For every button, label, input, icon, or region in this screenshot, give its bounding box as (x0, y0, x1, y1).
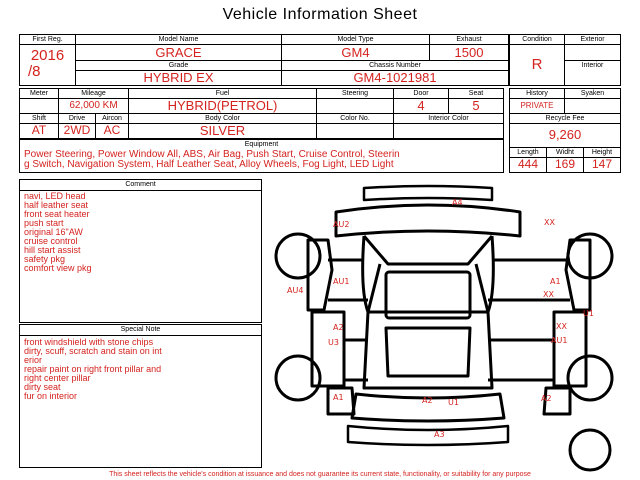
first-reg-year: 2016 (30, 47, 65, 64)
mileage-cell (58, 88, 129, 114)
recycle-fee-label: Recycle Fee (510, 114, 620, 124)
height-cell (583, 147, 621, 173)
drive-label: Drive (59, 114, 95, 124)
damage-mark: XX (544, 218, 555, 227)
exhaust-label: Exhaust (430, 35, 508, 45)
shift-label: Shift (20, 114, 58, 124)
special-note-line: dirty, scuff, scratch and stain on int (24, 346, 162, 356)
height-value: 147 (591, 157, 613, 171)
exterior-label: Exterior (565, 35, 620, 45)
first-reg-cell (19, 34, 76, 86)
length-label: Length (510, 148, 546, 158)
special-note-line: fur on interior (24, 391, 78, 401)
damage-mark: AU2 (333, 220, 350, 229)
condition-cell (509, 34, 565, 86)
history-label: History (510, 89, 564, 99)
meter-cell (19, 88, 59, 114)
grade-cell (75, 60, 282, 86)
interior-cell (564, 60, 621, 86)
grade-label: Grade (76, 61, 281, 71)
equipment-line: g Switch, Navigation System, Half Leather Seat, Alloy Wheels, Fog Light, LED Light (24, 159, 394, 170)
fuel-value: HYBRID(PETROL) (167, 98, 278, 113)
damage-mark: U1 (583, 309, 594, 318)
equipment-line: Power Steering, Power Window All, ABS, Air Bag, Push Start, Cruise Control, Steerin (24, 149, 400, 160)
comment-line: original 16"AW (24, 227, 83, 237)
steering-label: Steering (317, 89, 393, 99)
grade-value: HYBRID EX (143, 70, 214, 85)
spare-wheel (570, 430, 610, 470)
model-name-cell (75, 34, 282, 61)
comment-line: half leather seat (24, 200, 89, 210)
width-cell (546, 147, 584, 173)
comment-line: navi, LED head (24, 191, 86, 201)
body-color-value: SILVER (199, 123, 246, 138)
damage-mark: A3 (434, 430, 445, 439)
syaken-label: Syaken (565, 89, 620, 99)
special-note-line: erior (24, 355, 43, 365)
damage-mark: U3 (328, 338, 339, 347)
exterior-cell (564, 34, 621, 61)
aircon-label: Aircon (96, 114, 128, 124)
fuel-label: Fuel (129, 89, 316, 99)
seat-label: Seat (449, 89, 503, 99)
aircon-value: AC (103, 123, 121, 137)
comment-line: hill start assist (24, 245, 81, 255)
damage-mark: AU4 (287, 286, 304, 295)
syaken-cell (564, 88, 621, 114)
first-reg-label: First Reg. (20, 35, 75, 45)
damage-mark: U1 (448, 398, 459, 407)
damage-mark: XX (556, 322, 567, 331)
mileage-value: 62,000 KM (69, 100, 118, 111)
condition-label: Condition (510, 35, 564, 45)
interior-label: Interior (581, 62, 604, 69)
model-name-value: GRACE (155, 45, 202, 60)
model-name-label: Model Name (76, 35, 281, 45)
damage-mark: A2 (541, 394, 552, 403)
damage-mark: AU1 (551, 336, 568, 345)
door-cell (393, 88, 449, 114)
exhaust-value: 1500 (454, 45, 484, 60)
meter-label: Meter (20, 89, 58, 99)
special-note-label: Special Note (20, 326, 261, 336)
sheet-title: Vehicle Information Sheet (222, 6, 418, 23)
disclaimer-footer: This sheet reflects the vehicle's condition at issuance and does not guarantee its current state, functionality, or suitability for any purpose (109, 471, 531, 478)
door-label: Door (394, 89, 448, 99)
model-type-value: GM4 (341, 45, 370, 60)
shift-cell (19, 113, 59, 139)
damage-mark: A1 (333, 393, 344, 402)
comment-line: safety pkg (24, 254, 66, 264)
comment-line: cruise control (24, 236, 78, 246)
history-value: PRIVATE (520, 101, 554, 110)
front-left-wheel (276, 234, 320, 278)
fuel-cell (128, 88, 317, 114)
door-value: 4 (417, 98, 425, 113)
steering-cell (316, 88, 394, 114)
equipment-label: Equipment (244, 141, 279, 148)
recycle-fee-cell (509, 113, 621, 148)
special-note-line: front windshield with stone chips (24, 337, 154, 347)
model-type-label: Model Type (282, 35, 429, 45)
history-cell (509, 88, 565, 114)
damage-mark: XX (543, 290, 554, 299)
damage-mark: AU1 (333, 277, 350, 286)
special-note-line: repair paint on right front pillar and (24, 364, 162, 374)
chassis-cell (281, 60, 509, 86)
color-no-cell (316, 113, 394, 139)
aircon-cell (95, 113, 129, 139)
mileage-label: Mileage (59, 89, 128, 99)
seat-value: 5 (472, 98, 480, 113)
drive-value: 2WD (63, 123, 91, 137)
recycle-fee-value: 9,260 (548, 127, 582, 142)
comment-line: push start (24, 218, 64, 228)
drive-cell (58, 113, 96, 139)
special-note-line: dirty seat (24, 382, 61, 392)
damage-mark: A2 (422, 396, 433, 405)
comment-line: comfort view pkg (24, 263, 92, 273)
chassis-value: GM4-1021981 (353, 70, 437, 85)
comment-box (19, 179, 262, 323)
body-color-cell (128, 113, 317, 139)
model-type-cell (281, 34, 430, 61)
chassis-label: Chassis Number (282, 61, 508, 71)
first-reg-month: /8 (28, 63, 41, 80)
width-value: 169 (554, 157, 576, 171)
damage-mark: A4 (452, 198, 463, 207)
special-note-line: right center pillar (24, 373, 91, 383)
seat-cell (448, 88, 504, 114)
comment-line: front seat heater (24, 209, 90, 219)
width-label: Widht (547, 148, 583, 158)
car-diagram (268, 180, 630, 472)
damage-mark: A1 (550, 277, 561, 286)
color-no-label: Color No. (317, 114, 393, 124)
condition-value: R (531, 56, 543, 73)
damage-mark: A2 (333, 323, 344, 332)
rear-right-wheel (568, 356, 612, 400)
height-label: Height (584, 148, 620, 158)
body-color-label: Body Color (129, 114, 316, 124)
interior-color-cell (393, 113, 504, 139)
comment-label: Comment (20, 181, 261, 191)
exhaust-cell (429, 34, 509, 61)
shift-value: AT (31, 123, 47, 137)
interior-color-label: Interior Color (394, 114, 503, 124)
length-value: 444 (517, 157, 539, 171)
special-note-box (19, 324, 262, 468)
length-cell (509, 147, 547, 173)
